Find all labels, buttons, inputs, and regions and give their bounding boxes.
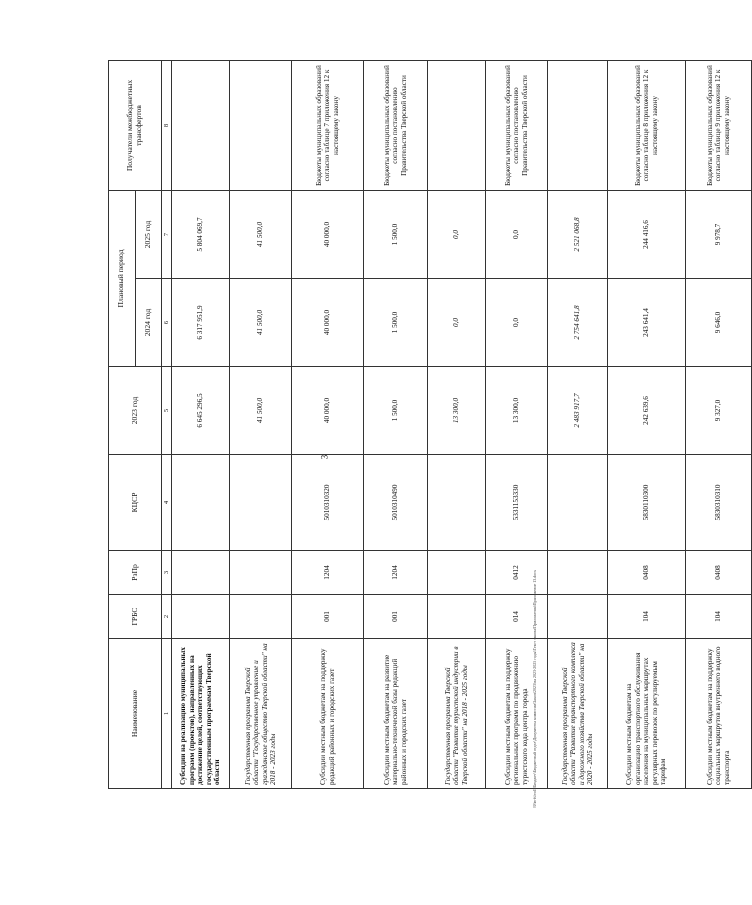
row-kcsr — [428, 455, 486, 551]
budget-table — [108, 60, 752, 789]
row-amount-2024: 6 317 951,9 — [172, 279, 230, 367]
row-amount-2024: 9 646,0 — [686, 279, 752, 367]
table-row — [230, 61, 292, 789]
row-grbs: 104 — [686, 595, 752, 639]
row-grbs: 001 — [364, 595, 428, 639]
row-amount-2023: 1 500,0 — [364, 367, 428, 455]
row-kcsr — [172, 455, 230, 551]
row-name: Государственная программа Тверской области "Развитие туристской индустрии в Тверской области" на 2018 - 2025 годы — [428, 639, 486, 789]
row-recipients — [230, 61, 292, 191]
row-name: Субсидии на реализацию муниципальных программ (проектов), направленных на достижение целей, соответствующих государственным программам Тверской области — [172, 639, 230, 789]
row-kcsr: 5010310320 — [292, 455, 364, 551]
column-index: 6 — [162, 279, 172, 367]
column-index: 4 — [162, 455, 172, 551]
row-rzpr: 1204 — [364, 551, 428, 595]
row-name: Субсидии местным бюджетам на поддержку социальных маршрутов внутреннего водного транспорта — [686, 639, 752, 789]
table-row — [292, 61, 364, 789]
row-grbs — [172, 595, 230, 639]
column-index: 1 — [162, 639, 172, 789]
row-recipients: Бюджеты муниципальных образований согласно постановлению Правительства Тверской области — [486, 61, 548, 191]
column-index: 7 — [162, 191, 172, 279]
row-kcsr — [548, 455, 608, 551]
footer-file-path: \\Fin-fs\vol1\Бюджет\Бюджетный отдел\Документы комиссии\Закон\2023\на 2023-2025 годы\Текст закона\Приложения\Приложение 13.docx — [532, 569, 537, 808]
row-amount-2025: 40 000,0 — [292, 191, 364, 279]
row-recipients — [548, 61, 608, 191]
row-amount-2025: 2 521 068,8 — [548, 191, 608, 279]
row-grbs — [230, 595, 292, 639]
row-amount-2023: 9 327,0 — [686, 367, 752, 455]
row-recipients: Бюджеты муниципальных образований согласно постановлению Правительства Тверской области — [364, 61, 428, 191]
header-planned-period: Плановый период — [109, 191, 136, 367]
column-index: 3 — [162, 551, 172, 595]
row-recipients: Бюджеты муниципальных образований согласно таблице 7 приложения 12 к настоящему закону — [292, 61, 364, 191]
row-rzpr: 0408 — [608, 551, 686, 595]
row-kcsr — [230, 455, 292, 551]
row-name: Государственная программа Тверской области "Государственное управление и гражданское общество Тверской области" на 2018 - 2023 годы — [230, 639, 292, 789]
row-rzpr: 1204 — [292, 551, 364, 595]
row-grbs: 104 — [608, 595, 686, 639]
row-kcsr: 5331153330 — [486, 455, 548, 551]
row-amount-2024: 41 500,0 — [230, 279, 292, 367]
row-amount-2023: 13 300,0 — [428, 367, 486, 455]
header-grbs: ГРБС — [109, 595, 162, 639]
row-amount-2025: 0,0 — [428, 191, 486, 279]
row-grbs: 014 — [486, 595, 548, 639]
row-amount-2025: 1 500,0 — [364, 191, 428, 279]
table-row — [548, 61, 608, 789]
header-kcsr: КЦСР — [109, 455, 162, 551]
header-2025: 2025 год — [135, 191, 162, 279]
row-kcsr: 5830110300 — [608, 455, 686, 551]
table-row — [486, 61, 548, 789]
row-amount-2025: 41 500,0 — [230, 191, 292, 279]
row-amount-2023: 41 500,0 — [230, 367, 292, 455]
row-recipients — [428, 61, 486, 191]
row-amount-2023: 13 300,0 — [486, 367, 548, 455]
row-amount-2024: 0,0 — [486, 279, 548, 367]
header-name: Наименование — [109, 639, 162, 789]
row-rzpr — [172, 551, 230, 595]
row-name: Субсидии местным бюджетам на развитие материально-технической базы редакций районных и городских газет — [364, 639, 428, 789]
row-kcsr: 5830310310 — [686, 455, 752, 551]
row-grbs — [548, 595, 608, 639]
column-index: 2 — [162, 595, 172, 639]
row-amount-2023: 40 000,0 — [292, 367, 364, 455]
header-recipients: Получатели межбюджетных трансфертов — [109, 61, 162, 191]
header-rzpr: РзПр — [109, 551, 162, 595]
row-name: Субсидии местным бюджетам на организацию транспортного обслуживания населения на муниципальных маршрутах регулярных перевозок по регулируемым тарифам — [608, 639, 686, 789]
table-row — [608, 61, 686, 789]
row-amount-2024: 40 000,0 — [292, 279, 364, 367]
row-amount-2024: 0,0 — [428, 279, 486, 367]
row-kcsr: 5010310490 — [364, 455, 428, 551]
row-rzpr: 0408 — [686, 551, 752, 595]
row-amount-2024: 2 754 641,8 — [548, 279, 608, 367]
budget-table-rotated — [108, 61, 731, 789]
row-recipients — [172, 61, 230, 191]
row-amount-2025: 9 978,7 — [686, 191, 752, 279]
row-amount-2025: 0,0 — [486, 191, 548, 279]
row-rzpr: 0412 — [486, 551, 548, 595]
row-amount-2024: 243 641,4 — [608, 279, 686, 367]
row-amount-2023: 6 645 296,5 — [172, 367, 230, 455]
row-amount-2025: 5 804 069,7 — [172, 191, 230, 279]
row-amount-2025: 244 416,6 — [608, 191, 686, 279]
column-index-row — [162, 61, 172, 789]
table-row — [428, 61, 486, 789]
row-rzpr — [548, 551, 608, 595]
row-grbs: 001 — [292, 595, 364, 639]
row-grbs — [428, 595, 486, 639]
row-amount-2023: 242 639,6 — [608, 367, 686, 455]
column-index: 8 — [162, 61, 172, 191]
header-2023: 2023 год — [109, 367, 162, 455]
row-recipients: Бюджеты муниципальных образований согласно таблице 8 приложения 12 к настоящему закону — [608, 61, 686, 191]
row-amount-2024: 1 500,0 — [364, 279, 428, 367]
row-name: Субсидии местным бюджетам на поддержку региональных программ по продвижению туристского кода центра города — [486, 639, 548, 789]
row-recipients: Бюджеты муниципальных образований согласно таблице 9 приложения 12 к настоящему закону — [686, 61, 752, 191]
row-rzpr — [230, 551, 292, 595]
row-amount-2023: 2 483 917,7 — [548, 367, 608, 455]
page-number: 3 — [319, 454, 330, 460]
table-row — [686, 61, 752, 789]
row-name: Государственная программа Тверской области "Развитие транспортного комплекса и дорожного хозяйства Тверской области" на 2020 - 2025 годы — [548, 639, 608, 789]
table-row — [364, 61, 428, 789]
column-index: 5 — [162, 367, 172, 455]
row-rzpr — [428, 551, 486, 595]
header-2024: 2024 год — [135, 279, 162, 367]
row-name: Субсидии местным бюджетам на поддержку редакций районных и городских газет — [292, 639, 364, 789]
table-row — [172, 61, 230, 789]
